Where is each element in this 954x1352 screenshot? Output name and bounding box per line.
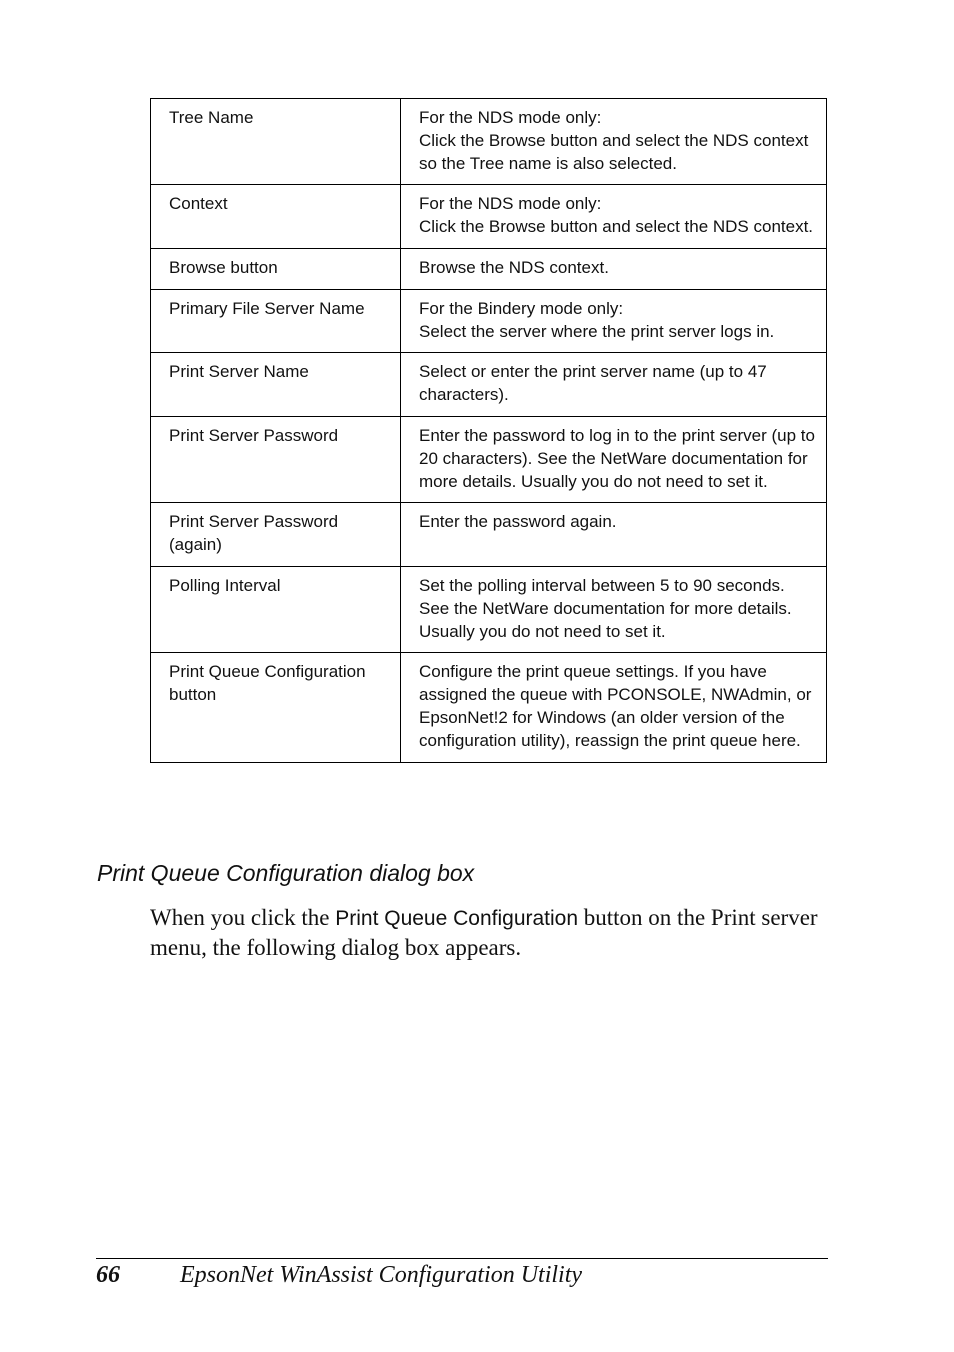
setting-description-cell: For the NDS mode only: Click the Browse button and select the NDS context. [401, 185, 827, 249]
paragraph-text-before: When you click the [150, 905, 336, 930]
table-row [151, 289, 827, 353]
paragraph-ui-term: Print Queue Configuration [335, 907, 579, 930]
section-paragraph [150, 903, 840, 962]
section-heading: Print Queue Configuration dialog box [97, 860, 475, 886]
footer-title: EpsonNet WinAssist Configuration Utility [180, 1262, 583, 1288]
table-row [151, 503, 827, 567]
settings-table [150, 98, 827, 763]
setting-description-cell: For the Bindery mode only: Select the server where the print server logs in. [401, 289, 827, 353]
setting-description-cell: Set the polling interval between 5 to 90 seconds. See the NetWare documentation for more details. Usually you do not need to set it. [401, 566, 827, 652]
table-row [151, 416, 827, 502]
footer-rule [96, 1258, 828, 1259]
setting-description-cell: Configure the print queue settings. If you have assigned the queue with PCONSOLE, NWAdmin, or EpsonNet!2 for Windows (an older version of the configuration utility), reassign the print queue here. [401, 653, 827, 762]
setting-description-cell: Enter the password again. [401, 503, 827, 567]
table-row [151, 566, 827, 652]
setting-name-cell: Print Server Password [151, 416, 401, 502]
setting-name-cell: Print Queue Configuration button [151, 653, 401, 762]
setting-name-cell: Context [151, 185, 401, 249]
page-footer [96, 1262, 582, 1289]
setting-description-cell: For the NDS mode only: Click the Browse button and select the NDS context so the Tree name is also selected. [401, 99, 827, 185]
table-row [151, 353, 827, 417]
table-row [151, 653, 827, 762]
page-number: 66 [96, 1262, 120, 1288]
setting-name-cell: Print Server Name [151, 353, 401, 417]
setting-description-cell: Select or enter the print server name (up to 47 characters). [401, 353, 827, 417]
setting-description-cell: Enter the password to log in to the print server (up to 20 characters). See the NetWare documentation for more details. Usually you do not need to set it. [401, 416, 827, 502]
table-row [151, 185, 827, 249]
settings-table-body [151, 99, 827, 763]
setting-name-cell: Polling Interval [151, 566, 401, 652]
table-row [151, 248, 827, 289]
setting-name-cell: Print Server Password (again) [151, 503, 401, 567]
paragraph-text-after: button on the Print server menu, the following dialog box appears. [150, 905, 818, 960]
setting-description-cell: Browse the NDS context. [401, 248, 827, 289]
setting-name-cell: Browse button [151, 248, 401, 289]
table-row [151, 99, 827, 185]
setting-name-cell: Tree Name [151, 99, 401, 185]
setting-name-cell: Primary File Server Name [151, 289, 401, 353]
